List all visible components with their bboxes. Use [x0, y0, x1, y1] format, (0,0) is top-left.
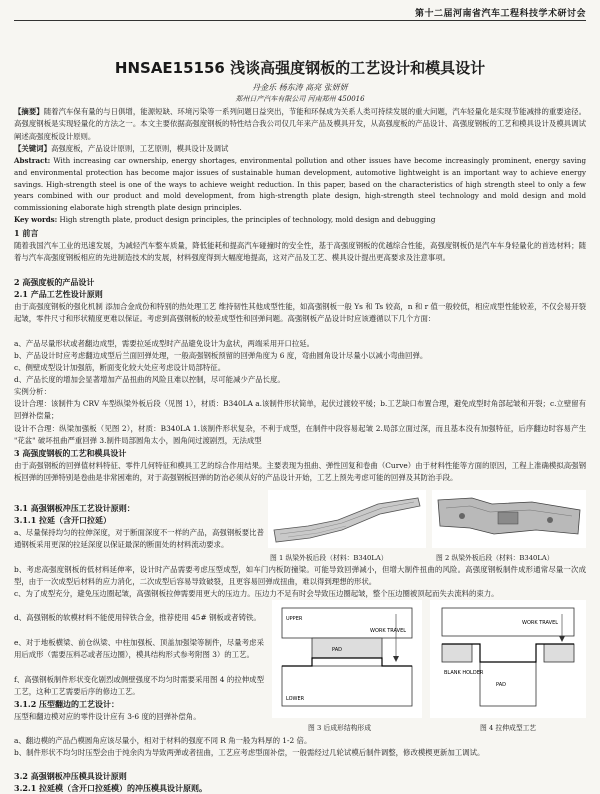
authors: 丹金乐 杨东涛 高亮 张妍妍 — [252, 83, 348, 92]
principle-b: b、产品设计时应考虑翻边成型后兰面回弹处理，一般高强钢板预留的回弹角度为 6 度，弯曲圆角设计尽量小以减小弯曲回弹。 — [14, 351, 428, 360]
figure-2-part-image — [432, 490, 586, 548]
keywords-en — [14, 214, 586, 226]
drawing-rule-a: a、尽量保持均匀的拉伸深度，对于断面深度不一样的产品，高强钢板要比普通钢板采用更深的拉延深度以保证最深的断面处的材料流动要求。 — [14, 528, 264, 550]
flanging-rule-a: a、翻边模的产品凸模圆角应该尽量小，相对于材料的强度不同 R 角一般为料厚的 1-2 倍。 — [14, 736, 312, 745]
abstract-cn — [14, 106, 586, 143]
figure-1-caption: 图 1 纵梁外板后段（材料：B340LA） — [270, 554, 388, 562]
principle-d: d、产品长度的增加会显著增加产品扭曲的风险且难以控制，尽可能减少产品长度。 — [14, 375, 285, 384]
figure-3-die-diagram — [272, 600, 422, 718]
section-3-1-heading: 3.1 高强钢板冲压工艺设计原则： — [14, 503, 135, 513]
example-heading: 实例分析： — [14, 387, 51, 396]
figure-4-drawing — [430, 600, 586, 718]
flanging-rule-b: b、制件形状不均匀时压型会由于纯余肉为导致两弹或者扭曲，工艺应考虑型面补偿，一般需经过几轮试模后制件调整，修改模楔更新加工调试。 — [14, 748, 485, 757]
paper-title: HNSAE15156 浅谈高强度钢板的工艺设计和模具设计 — [114, 59, 486, 77]
abstract-en — [14, 155, 586, 214]
figure-4-caption: 图 4 拉伸成型工艺 — [480, 724, 537, 732]
keywords-cn — [14, 143, 586, 155]
keywords-cn-label: 【关键词】 — [14, 144, 51, 153]
section-3-heading: 3 高强度钢板的工艺和模具设计 — [14, 448, 127, 458]
figure-4-label-holder: BLANK HOLDER — [444, 670, 484, 676]
drawing-rule-b: b、考虑高强度钢板的低材料延伸率，设计时产品需要考虑压型成型，如车门内板防撞梁。可能导致回弹减小，但增大制件扭曲的风险。高强度钢板制件成形通常尽量一次成型，由于一次成型后材料的应力消化，二次成型后容易导致破裂，且更容易回弹成扭曲，难以得到理想的形状。 — [14, 565, 586, 587]
figure-1-part-image — [268, 490, 426, 548]
figure-3-label-lower: LOWER — [286, 696, 305, 702]
springback-paragraph: 由于高强钢板的回弹值材料特征、零件几何特征和模具工艺的综合作用结果。主要表现为扭曲、弹性回复和卷曲（Curve）由于材料性能等方面的原因，工程上准确模拟高强钢板回弹的回弹特别是卷曲是非常困难的，对于高强钢板回弹的防治必须从好的产品设计开始，工艺上预先考虑可能的回弹及其防治手段。 — [14, 461, 586, 483]
figure-4-label-pad: PAD — [496, 682, 506, 688]
figure-3-caption: 图 3 后成形结构形成 — [308, 724, 372, 732]
figure-3-label-upper: UPPER — [286, 616, 303, 622]
example-bad: 设计不合理：纵梁加强板（见图 2），材质：B340LA 1.该制件形状复杂，不利于成型，在制件中段容易起皱 2.局部立面过深，而且基本没有加强特征，后序翻边时容易产生 "花盆" 破坏扭曲严重回弹 3.制件局部圆角太小，圆角间过渡剧烈，无法成型 — [14, 424, 586, 446]
section-3-2-heading: 3.2 高强钢板冲压模具设计原则 — [14, 771, 127, 781]
header-rule — [14, 20, 586, 21]
design-principles-paragraph: 由于高强度钢板的强化机制 添加合金成份和特别的热处理工艺 维持韧性其他成型性能，如高强钢板一般 Ys 和 Ts 较高，n 和 r 值一般较低，相应成型性能较差，不仅会易开裂起皱，零件尺寸和形状精度更难以保证。考虑到高强钢板的较差成型性和回弹问题。高强钢板产品设计时应该遵循以下几个方面： — [14, 302, 586, 324]
figure-3-label-travel: WORK TRAVEL — [370, 628, 407, 634]
figure-4-die-diagram — [430, 600, 586, 718]
figure-2-drawing — [432, 490, 586, 548]
section-3-1-1-heading: 3.1.1 拉延（含开口拉延） — [14, 515, 112, 525]
keywords-en-label: Key words: — [14, 215, 58, 224]
section-1-heading: 1 前言 — [14, 228, 39, 238]
abstract-cn-label: 【摘要】 — [14, 107, 44, 116]
section-3-1-2-heading: 3.1.2 压型翻边的工艺设计： — [14, 699, 120, 709]
section-3-2-1-heading: 3.2.1 拉延模（含开口拉延模）的冲压模具设计原则。 — [14, 783, 208, 793]
section-2-1-heading: 2.1 产品工艺性设计原则 — [14, 289, 103, 299]
abstract-cn-text: 随着汽车保有量的与日俱增，能源短缺、环境污染等一系列问题日益突出，节能和环保成为关系人类可持续发展的重大问题，汽车轻量化是实现节能减排的重要途径。高强度钢板是实现轻量化的方法之一。本文主要依据高强度钢板的特性结合我公司仅几年来产品及模具开发，从高强度板的产品设计、高强度钢板的工艺和模具设计及模具调试阐述高强度板设计原则。 — [14, 107, 586, 141]
drawing-rule-e: e、对于地板横梁、前仓纵梁、中柱加强板、顶盖加强梁等制件，尽量考虑采用后成形（需要压料芯或者压边圈），模具结构形式参考附图 3）的工艺。 — [14, 638, 264, 660]
drawing-rule-c: c、为了成型充分，避免压边圈起皱，高强钢板拉伸需要用更大的压边力。压边力不足有时会导致压边圈起皱，整个压边圈被顶起而失去流料的束力。 — [14, 589, 499, 598]
example-good: 设计合理：该制件为 CRV 车型纵梁外板后段（见图 1），材质：B340LA a.该制件形状简单，起伏过渡较平缓；b.工艺缺口布置合理，避免成型时角部起皱和开裂；c.立壁留有回弹补偿量； — [14, 399, 586, 421]
keywords-en-text: High strength plate, product design principles, the principles of technology, mold design and debugging — [59, 215, 436, 224]
keywords-cn-text: 高强度板，产品设计原则，工艺原则，模具设计及调试 — [50, 144, 229, 153]
abstract-en-label: Abstract: — [14, 156, 51, 165]
figure-1-drawing — [268, 490, 426, 548]
running-header: 第十二届河南省汽车工程科技学术研讨会 — [414, 9, 586, 19]
figure-2-caption: 图 2 纵梁外板后段（材料：B340LA） — [436, 554, 554, 562]
figure-4-label-travel: WORK TRAVEL — [522, 620, 559, 626]
section-2-heading: 2 高强度板的产品设计 — [14, 277, 95, 287]
affiliation: 郑州日产汽车有限公司 河南郑州 450016 — [235, 95, 365, 103]
drawing-rule-f: f、高强钢板制件形状变化剧烈或侧壁强度不均匀时需要采用图 4 的拉伸成型工艺，这种工艺需要后序的修边工艺。 — [14, 675, 264, 697]
flanging-intro: 压型和翻边模对应的零件设计应有 3-6 度的回弹补偿角。 — [14, 712, 201, 721]
figure-3-drawing — [272, 600, 422, 718]
drawing-rule-d: d、高强钢板的软模材料不能使用锌铁合金，推荐使用 45# 钢板或者铸铁。 — [14, 613, 261, 622]
figure-3-label-pad: PAD — [332, 647, 342, 653]
principle-c: c、侧壁成型设计加强筋，断面变化较大处应考虑设计局部特征。 — [14, 363, 226, 372]
principle-a: a、产品尽量形状或者翻边成型，需要拉延成型时产品避免设计为盒状，两端采用开口拉延。 — [14, 339, 315, 348]
intro-paragraph: 随着我国汽车工业的迅速发展，为减轻汽车整车质量，降低能耗和提高汽车碰撞时的安全性，基于高强度钢板的优越综合性能，高强度钢板仍是汽车车身轻量化的首选材料；随着与汽车高强度钢板相应的先进制造技术的发展，材料强度得到大幅度地提高，这对产品及工艺、模具设计提出更高要求及注意事项。 — [14, 241, 586, 263]
abstract-en-text: With increasing car ownership, energy shortages, environmental pollution and other issues have become increasingly prominent, energy saving and environmental protection has become major issues of sustainable human development, automotive lightweight is an important way to achieve energy savings. High-strength steel is one of the ways to achieve weight reduction. In this paper, based on the characteristics of high strength steel to only a few years combined with our product and mold development, from high-strength plate design, high-strength steel technology and mold design and mold commissioning elaborate high strength plate design principles. — [14, 156, 586, 213]
